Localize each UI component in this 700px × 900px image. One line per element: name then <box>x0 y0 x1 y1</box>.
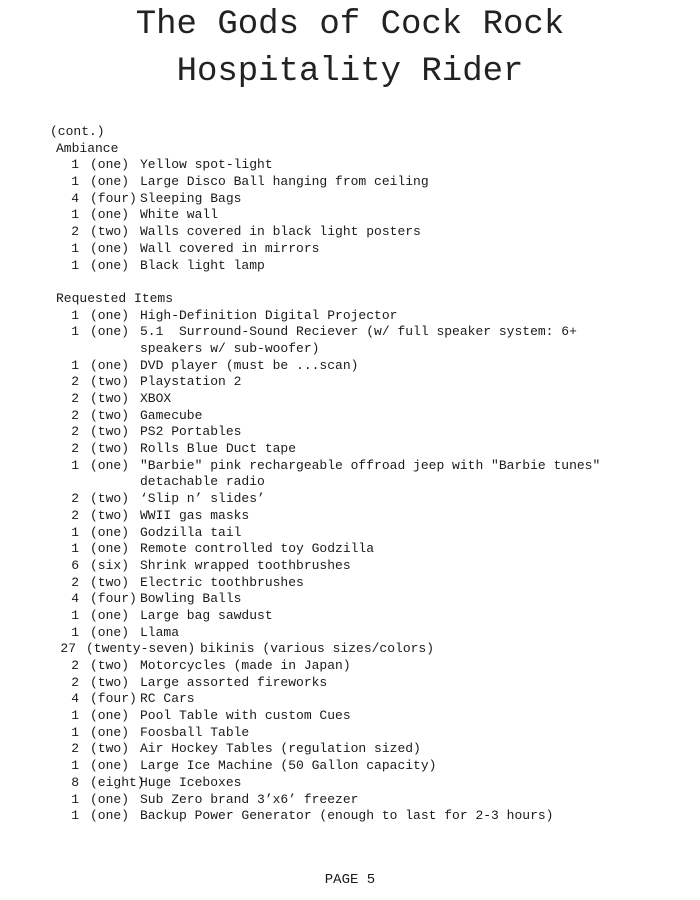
item-description: Playstation 2 <box>140 374 242 390</box>
item-description: Huge Iceboxes <box>140 774 242 790</box>
item-quantity-word: (two) <box>90 407 130 423</box>
item-description: Large bag sawdust <box>140 607 273 623</box>
item-quantity: 1 <box>71 624 79 640</box>
item-description: Large Ice Machine (50 Gallon capacity) <box>140 758 437 774</box>
item-description: Motorcycles (made in Japan) <box>140 658 351 673</box>
item-quantity-word: (one) <box>90 758 130 774</box>
page-number: PAGE 5 <box>324 872 376 888</box>
item-description: Black light lamp <box>140 257 265 273</box>
list-item <box>0 691 700 708</box>
item-description: Sub Zero brand 3’x6’ freezer <box>140 791 359 807</box>
item-quantity-word: (four) <box>90 591 137 607</box>
item-quantity-word: (six) <box>90 557 130 573</box>
item-quantity-word: (one) <box>90 240 130 256</box>
item-quantity-word: (one) <box>90 357 130 373</box>
document-title-line-2: Hospitality Rider <box>176 53 524 91</box>
item-quantity-word: (one) <box>90 307 130 323</box>
item-description: PS2 Portables <box>140 424 242 440</box>
item-quantity-word: (four) <box>90 691 137 707</box>
item-quantity: 2 <box>71 441 79 457</box>
item-description: "Barbie" pink rechargeable offroad jeep with "Barbie tunes" <box>140 457 601 473</box>
item-quantity: 2 <box>71 574 79 590</box>
item-description: 5.1 Surround-Sound Reciever (w/ full speaker system: 6+ <box>140 324 577 340</box>
item-description: RC Cars <box>140 691 195 707</box>
list-item <box>0 541 700 558</box>
list-item <box>0 625 700 642</box>
item-quantity: 27 <box>60 641 76 657</box>
item-quantity-word: (one) <box>90 708 130 724</box>
document-title-line-1: The Gods of Cock Rock <box>135 6 565 44</box>
item-quantity: 1 <box>71 307 79 323</box>
item-quantity: 1 <box>71 257 79 273</box>
item-quantity-word: (two) <box>90 741 130 757</box>
item-quantity: 2 <box>71 374 79 390</box>
continued-label: (cont.) <box>50 124 105 139</box>
item-description: Pool Table with custom Cues <box>140 708 351 724</box>
item-quantity: 6 <box>71 557 79 573</box>
list-item <box>0 441 700 458</box>
list-item <box>0 758 700 775</box>
list-item <box>0 508 700 525</box>
item-quantity-word: (one) <box>90 257 130 273</box>
item-description: Llama <box>140 624 180 640</box>
item-quantity-word: (one) <box>90 541 130 557</box>
item-quantity: 2 <box>71 741 79 757</box>
item-description: Gamecube <box>140 407 203 423</box>
list-item <box>0 157 700 174</box>
item-quantity: 1 <box>71 240 79 256</box>
item-description: Bowling Balls <box>140 591 242 607</box>
requested-items-list <box>0 308 700 825</box>
item-description: High-Definition Digital Projector <box>140 307 398 323</box>
item-description: Large assorted fireworks <box>140 674 328 690</box>
item-quantity-word: (two) <box>90 391 130 406</box>
item-quantity-word: (one) <box>90 808 130 824</box>
item-quantity-word: (one) <box>90 791 130 807</box>
list-item <box>0 775 700 792</box>
item-description-continued: detachable radio <box>140 474 265 490</box>
list-item <box>0 408 700 425</box>
rider-body <box>0 124 700 825</box>
item-quantity: 1 <box>71 207 79 223</box>
item-quantity-word: (eight) <box>90 774 145 790</box>
item-quantity: 4 <box>71 190 79 206</box>
item-description: Electric toothbrushes <box>140 574 304 590</box>
item-quantity: 1 <box>71 324 79 340</box>
list-item <box>0 358 700 375</box>
list-item <box>0 424 700 441</box>
item-quantity: 1 <box>71 758 79 774</box>
item-quantity-word: (one) <box>90 524 130 540</box>
item-quantity: 2 <box>71 224 79 240</box>
item-description: White wall <box>140 207 219 223</box>
list-item <box>0 675 700 692</box>
list-item <box>0 641 700 658</box>
item-quantity: 2 <box>71 674 79 690</box>
item-quantity: 8 <box>71 774 79 790</box>
item-description: Walls covered in black light posters <box>140 224 421 240</box>
item-quantity: 1 <box>71 607 79 623</box>
item-quantity: 2 <box>71 407 79 423</box>
item-quantity: 2 <box>71 658 79 673</box>
list-item <box>0 224 700 241</box>
item-quantity-word: (four) <box>90 190 137 206</box>
list-item <box>0 491 700 508</box>
item-description-continued: speakers w/ sub-woofer) <box>140 340 320 356</box>
section-gap <box>0 274 700 291</box>
list-item <box>0 591 700 608</box>
item-description: Backup Power Generator (enough to last for 2-3 hours) <box>140 808 554 824</box>
list-item <box>0 608 700 625</box>
list-item <box>0 308 700 325</box>
section-heading-requested-items: Requested Items <box>56 290 174 306</box>
item-quantity: 2 <box>71 491 79 507</box>
item-quantity: 1 <box>71 174 79 190</box>
item-quantity: 1 <box>71 808 79 824</box>
item-quantity-word: (two) <box>90 658 130 673</box>
list-item <box>0 725 700 742</box>
item-quantity-word: (two) <box>90 374 130 390</box>
item-quantity: 1 <box>71 541 79 557</box>
list-item <box>0 525 700 542</box>
item-quantity: 1 <box>71 357 79 373</box>
list-item <box>0 708 700 725</box>
item-quantity-word: (one) <box>90 457 130 473</box>
item-description: Sleeping Bags <box>140 190 242 206</box>
item-description: XBOX <box>140 391 172 406</box>
list-item <box>0 458 700 475</box>
list-item <box>0 324 700 341</box>
item-quantity-word: (two) <box>90 574 130 590</box>
item-quantity: 1 <box>71 708 79 724</box>
item-description: Shrink wrapped toothbrushes <box>140 557 351 573</box>
section-heading-ambiance: Ambiance <box>56 140 119 156</box>
list-item <box>0 191 700 208</box>
item-quantity: 1 <box>71 457 79 473</box>
item-description: Air Hockey Tables (regulation sized) <box>140 741 421 757</box>
item-description: Wall covered in mirrors <box>140 240 320 256</box>
item-quantity-word: (two) <box>90 491 130 507</box>
item-quantity-word: (two) <box>90 224 130 240</box>
item-quantity: 2 <box>71 507 79 523</box>
item-description: Rolls Blue Duct tape <box>140 441 297 457</box>
item-quantity-word: (two) <box>90 424 130 440</box>
item-quantity: 1 <box>71 724 79 740</box>
item-quantity-word: (one) <box>90 324 130 340</box>
item-quantity-word: (one) <box>90 157 130 173</box>
item-quantity-word: (two) <box>90 441 130 457</box>
list-item <box>0 207 700 224</box>
item-description: Large Disco Ball hanging from ceiling <box>140 174 429 190</box>
item-quantity: 2 <box>71 391 79 406</box>
list-item <box>0 808 700 825</box>
list-item <box>0 575 700 592</box>
item-quantity: 4 <box>71 591 79 607</box>
item-description: ‘Slip n’ slides’ <box>140 491 265 507</box>
item-quantity: 2 <box>71 424 79 440</box>
item-description: bikinis (various sizes/colors) <box>200 641 435 657</box>
list-item <box>0 558 700 575</box>
item-quantity-word: (one) <box>90 207 130 223</box>
item-quantity-word: (one) <box>90 724 130 740</box>
item-description: Foosball Table <box>140 724 250 740</box>
item-description: Yellow spot-light <box>140 157 273 173</box>
item-quantity: 4 <box>71 691 79 707</box>
list-item <box>0 741 700 758</box>
item-description: Godzilla tail <box>140 524 242 540</box>
item-quantity-word: (two) <box>90 507 130 523</box>
item-quantity-word: (one) <box>90 624 130 640</box>
item-description: Remote controlled toy Godzilla <box>140 541 375 557</box>
item-description: DVD player (must be ...scan) <box>140 357 359 373</box>
list-item <box>0 374 700 391</box>
list-item <box>0 241 700 258</box>
item-quantity: 1 <box>71 157 79 173</box>
list-item <box>0 658 700 675</box>
item-quantity-word: (two) <box>90 674 130 690</box>
list-item <box>0 792 700 809</box>
item-quantity: 1 <box>71 524 79 540</box>
list-item <box>0 391 700 408</box>
item-quantity-word: (one) <box>90 607 130 623</box>
item-quantity-word: (twenty-seven) <box>86 641 196 657</box>
ambiance-list <box>0 157 700 274</box>
item-quantity-word: (one) <box>90 174 130 190</box>
list-item <box>0 258 700 275</box>
item-description: WWII gas masks <box>140 507 250 523</box>
list-item <box>0 174 700 191</box>
item-quantity: 1 <box>71 791 79 807</box>
